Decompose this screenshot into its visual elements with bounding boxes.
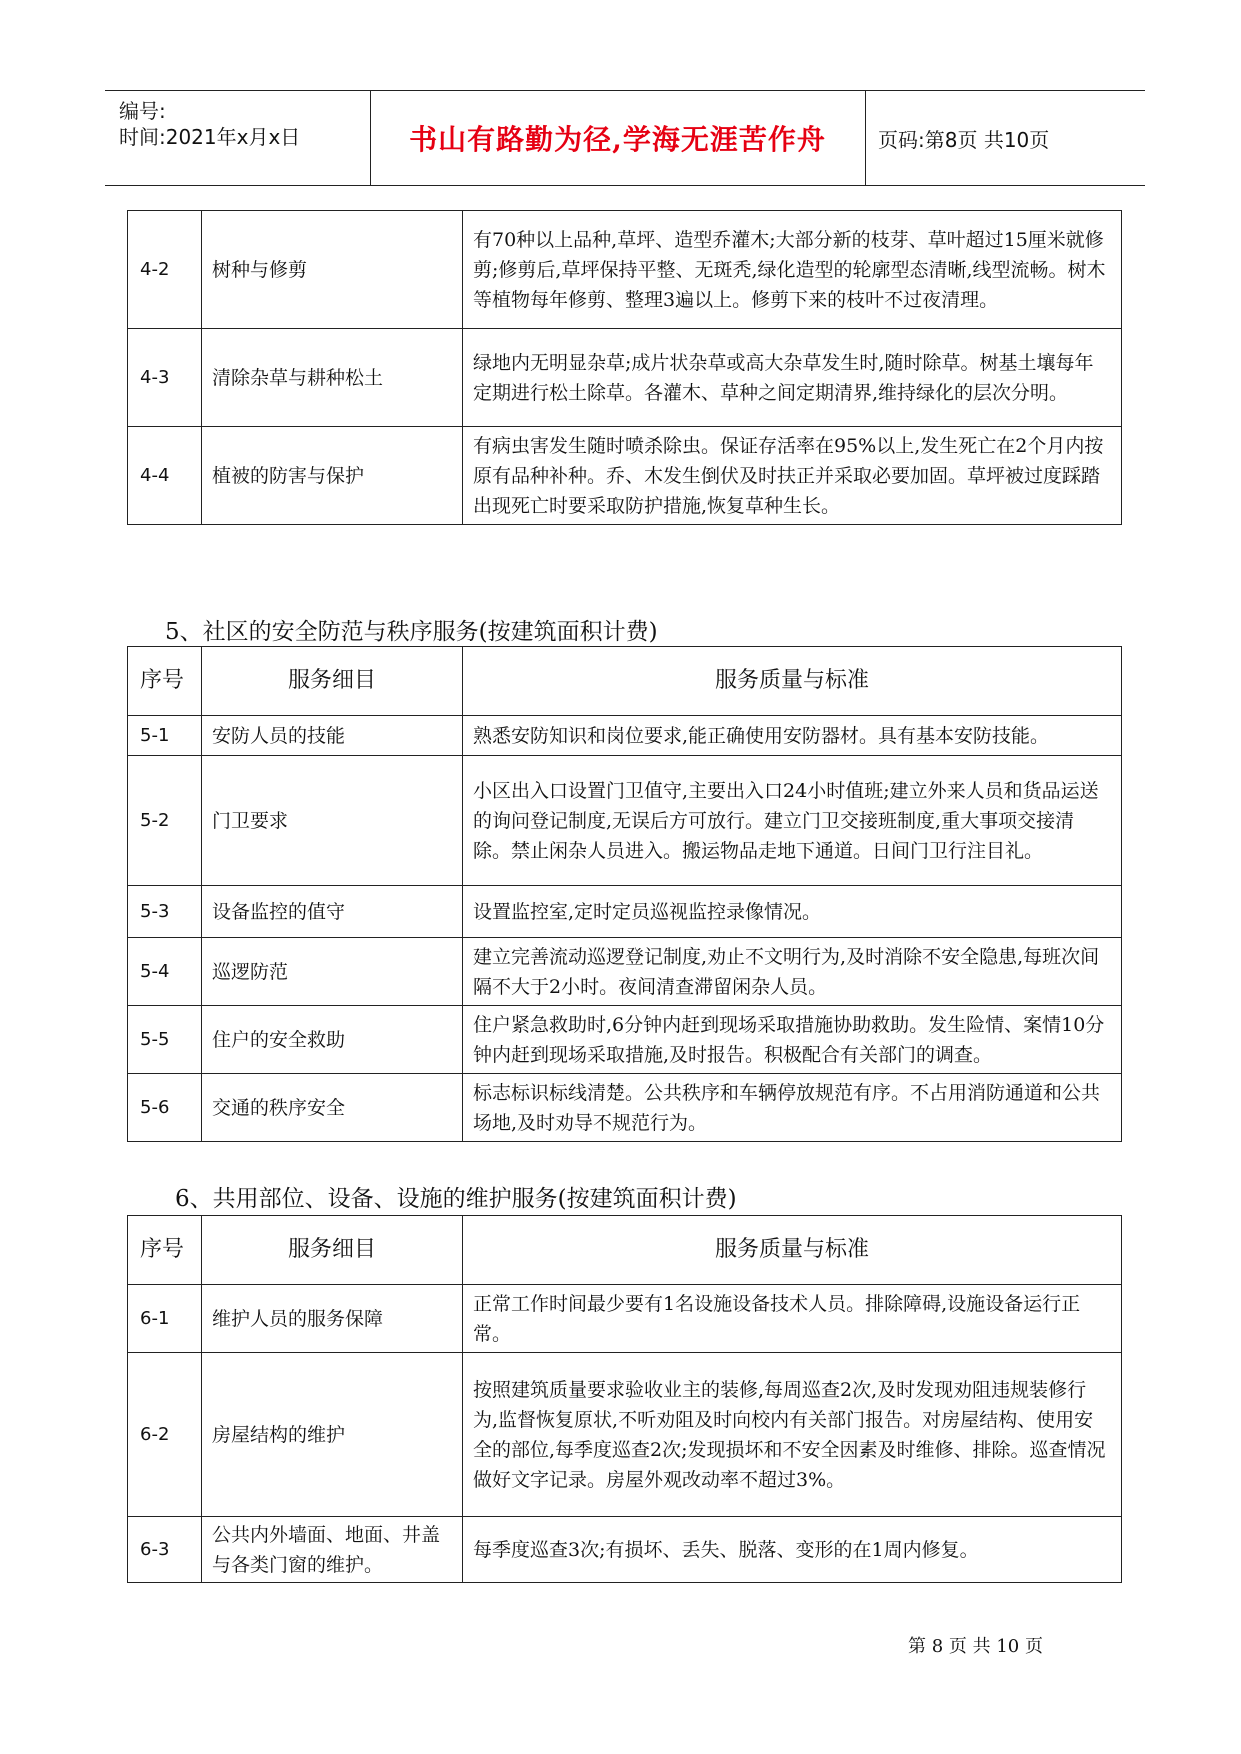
number-label: 编号:	[119, 99, 166, 123]
table-header-row	[128, 647, 1122, 716]
row-item: 植被的防害与保护	[202, 427, 463, 525]
page-footer: 第 8 页 共 10 页	[908, 1636, 1043, 1657]
row-number: 5-4	[128, 938, 202, 1006]
row-item: 维护人员的服务保障	[202, 1285, 463, 1353]
table-header-row	[128, 1216, 1122, 1285]
row-standard: 熟悉安防知识和岗位要求,能正确使用安防器材。具有基本安防技能。	[463, 716, 1122, 756]
table-row	[128, 329, 1122, 427]
header-page-cell	[866, 91, 1145, 185]
row-item: 安防人员的技能	[202, 716, 463, 756]
motto-text: 书山有路勤为径,学海无涯苦作舟	[409, 123, 826, 156]
row-standard: 标志标识标线清楚。公共秩序和车辆停放规范有序。不占用消防通道和公共场地,及时劝导不规范行为。	[463, 1074, 1122, 1142]
row-number: 5-2	[128, 756, 202, 886]
table-row	[128, 427, 1122, 525]
table-section4-continued	[127, 210, 1122, 525]
table-row	[128, 211, 1122, 329]
table-row	[128, 1006, 1122, 1074]
row-item: 树种与修剪	[202, 211, 463, 329]
section6-title: 6、共用部位、设备、设施的维护服务(按建筑面积计费)	[175, 1186, 737, 1212]
table-row	[128, 1074, 1122, 1142]
row-number: 6-2	[128, 1353, 202, 1517]
row-number: 4-4	[128, 427, 202, 525]
row-item: 巡逻防范	[202, 938, 463, 1006]
row-item: 房屋结构的维护	[202, 1353, 463, 1517]
row-number: 5-6	[128, 1074, 202, 1142]
row-number: 5-5	[128, 1006, 202, 1074]
row-standard: 每季度巡查3次;有损坏、丢失、脱落、变形的在1周内修复。	[463, 1517, 1122, 1583]
row-standard: 建立完善流动巡逻登记制度,劝止不文明行为,及时消除不安全隐患,每班次间隔不大于2小时。夜间清查滞留闲杂人员。	[463, 938, 1122, 1006]
table-row	[128, 1285, 1122, 1353]
row-item: 公共内外墙面、地面、井盖与各类门窗的维护。	[202, 1517, 463, 1583]
row-item: 设备监控的值守	[202, 886, 463, 938]
row-item: 门卫要求	[202, 756, 463, 886]
row-number: 4-2	[128, 211, 202, 329]
table-row	[128, 1517, 1122, 1583]
header-number: 序号	[128, 1216, 202, 1285]
table-row	[128, 886, 1122, 938]
row-standard: 按照建筑质量要求验收业主的装修,每周巡查2次,及时发现劝阻违规装修行为,监督恢复原状,不听劝阻及时向校内有关部门报告。对房屋结构、使用安全的部位,每季度巡查2次;发现损坏和不安全因素及时维修、排除。巡查情况做好文字记录。房屋外观改动率不超过3%。	[463, 1353, 1122, 1517]
table-row	[128, 938, 1122, 1006]
row-number: 6-3	[128, 1517, 202, 1583]
header-item: 服务细目	[202, 1216, 463, 1285]
row-number: 5-3	[128, 886, 202, 938]
row-standard: 有病虫害发生随时喷杀除虫。保证存活率在95%以上,发生死亡在2个月内按原有品种补种。乔、木发生倒伏及时扶正并采取必要加固。草坪被过度踩踏出现死亡时要采取防护措施,恢复草种生长。	[463, 427, 1122, 525]
page-code: 页码:第8页 共10页	[878, 127, 1050, 152]
row-item: 住户的安全救助	[202, 1006, 463, 1074]
row-standard: 小区出入口设置门卫值守,主要出入口24小时值班;建立外来人员和货品运送的询问登记制度,无误后方可放行。建立门卫交接班制度,重大事项交接清除。禁止闲杂人员进入。搬运物品走地下通道。日间门卫行注目礼。	[463, 756, 1122, 886]
section5-title: 5、社区的安全防范与秩序服务(按建筑面积计费)	[165, 619, 658, 645]
row-standard: 住户紧急救助时,6分钟内赶到现场采取措施协助救助。发生险情、案情10分钟内赶到现场采取措施,及时报告。积极配合有关部门的调查。	[463, 1006, 1122, 1074]
page-header	[105, 90, 1145, 186]
row-standard: 正常工作时间最少要有1名设施设备技术人员。排除障碍,设施设备运行正常。	[463, 1285, 1122, 1353]
row-standard: 有70种以上品种,草坪、造型乔灌木;大部分新的枝芽、草叶超过15厘米就修剪;修剪后,草坪保持平整、无斑秃,绿化造型的轮廓型态清晰,线型流畅。树木等植物每年修剪、整理3遍以上。修剪下来的枝叶不过夜清理。	[463, 211, 1122, 329]
header-number: 序号	[128, 647, 202, 716]
header-item: 服务细目	[202, 647, 463, 716]
row-item: 清除杂草与耕种松土	[202, 329, 463, 427]
header-standard: 服务质量与标准	[463, 1216, 1122, 1285]
table-row	[128, 756, 1122, 886]
table-section6	[127, 1215, 1122, 1583]
row-number: 5-1	[128, 716, 202, 756]
row-number: 6-1	[128, 1285, 202, 1353]
row-item: 交通的秩序安全	[202, 1074, 463, 1142]
table-row	[128, 716, 1122, 756]
row-number: 4-3	[128, 329, 202, 427]
row-standard: 绿地内无明显杂草;成片状杂草或高大杂草发生时,随时除草。树基土壤每年定期进行松土除草。各灌木、草种之间定期清界,维持绿化的层次分明。	[463, 329, 1122, 427]
header-motto-cell	[370, 91, 866, 185]
header-standard: 服务质量与标准	[463, 647, 1122, 716]
time-label: 时间:2021年x月x日	[119, 125, 301, 149]
header-left-cell	[105, 91, 371, 185]
table-row	[128, 1353, 1122, 1517]
table-section5	[127, 646, 1122, 1142]
row-standard: 设置监控室,定时定员巡视监控录像情况。	[463, 886, 1122, 938]
